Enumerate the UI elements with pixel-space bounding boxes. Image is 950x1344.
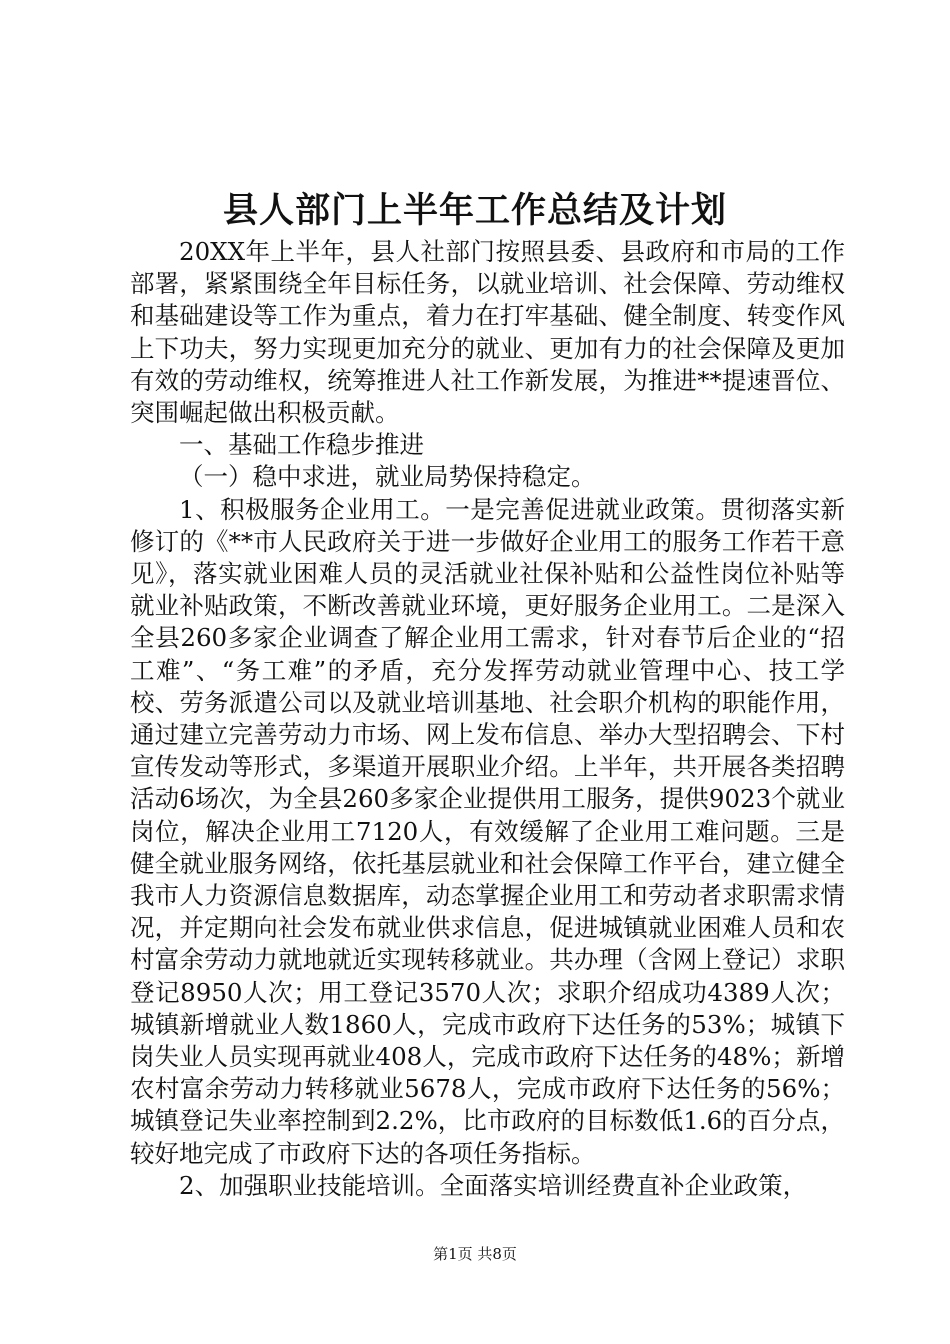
subsection-heading: （一）稳中求进，就业局势保持稳定。 [179, 462, 596, 492]
body-paragraph: 2、加强职业技能培训。全面落实培训经费直补企业政策， [179, 1170, 808, 1200]
intro-paragraph: 20XX年上半年，县人社部门按照县委、县政府和市局的工作部署，紧紧围绕全年目标任务，以就业培训、社会保障、劳动维权和基础建设等工作为重点，着力在打牢基础、健全制度、转变作风上下功夫，努力实现更加充分的就业、更加有力的社会保障及更加有效的劳动维权，统筹推进人社工作新发展，为推进**提速晋位、突围崛起做出积极贡献。 [130, 237, 845, 428]
document-title: 县人部门上半年工作总结及计划 [222, 190, 727, 231]
page-number: 第1页 共8页 [433, 1245, 517, 1263]
section-heading: 一、基础工作稳步推进 [179, 430, 424, 460]
page-footer [0, 1244, 950, 1264]
document-body [130, 236, 845, 1202]
body-paragraph: 1、积极服务企业用工。一是完善促进就业政策。贯彻落实新修订的《**市人民政府关于进一步做好企业用工的服务工作若干意见》，落实就业困难人员的灵活就业社保补贴和公益性岗位补贴等就业补贴政策，不断改善就业环境，更好服务企业用工。二是深入全县260多家企业调查了解企业用工需求，针对春节后企业的“招工难”、“务工难”的矛盾，充分发挥劳动就业管理中心、技工学校、劳务派遣公司以及就业培训基地、社会职介机构的职能作用，通过建立完善劳动力市场、网上发布信息、举办大型招聘会、下村宣传发动等形式，多渠道开展职业介绍。上半年，共开展各类招聘活动6场次，为全县260多家企业提供用工服务，提供9023个就业岗位，解决企业用工7120人，有效缓解了企业用工难问题。三是健全就业服务网络，依托基层就业和社会保障工作平台，建立健全我市人力资源信息数据库，动态掌握企业用工和劳动者求职需求情况，并定期向社会发布就业供求信息，促进城镇就业困难人员和农村富余劳动力就地就近实现转移就业。共办理（含网上登记）求职登记8950人次；用工登记3570人次；求职介绍成功4389人次；城镇新增就业人数1860人，完成市政府下达任务的53%；城镇下岗失业人员实现再就业408人，完成市政府下达任务的48%；新增农村富余劳动力转移就业5678人，完成市政府下达任务的56%；城镇登记失业率控制到2.2%，比市政府的目标数低1.6的百分点，较好地完成了市政府下达的各项任务指标。 [130, 494, 845, 1168]
